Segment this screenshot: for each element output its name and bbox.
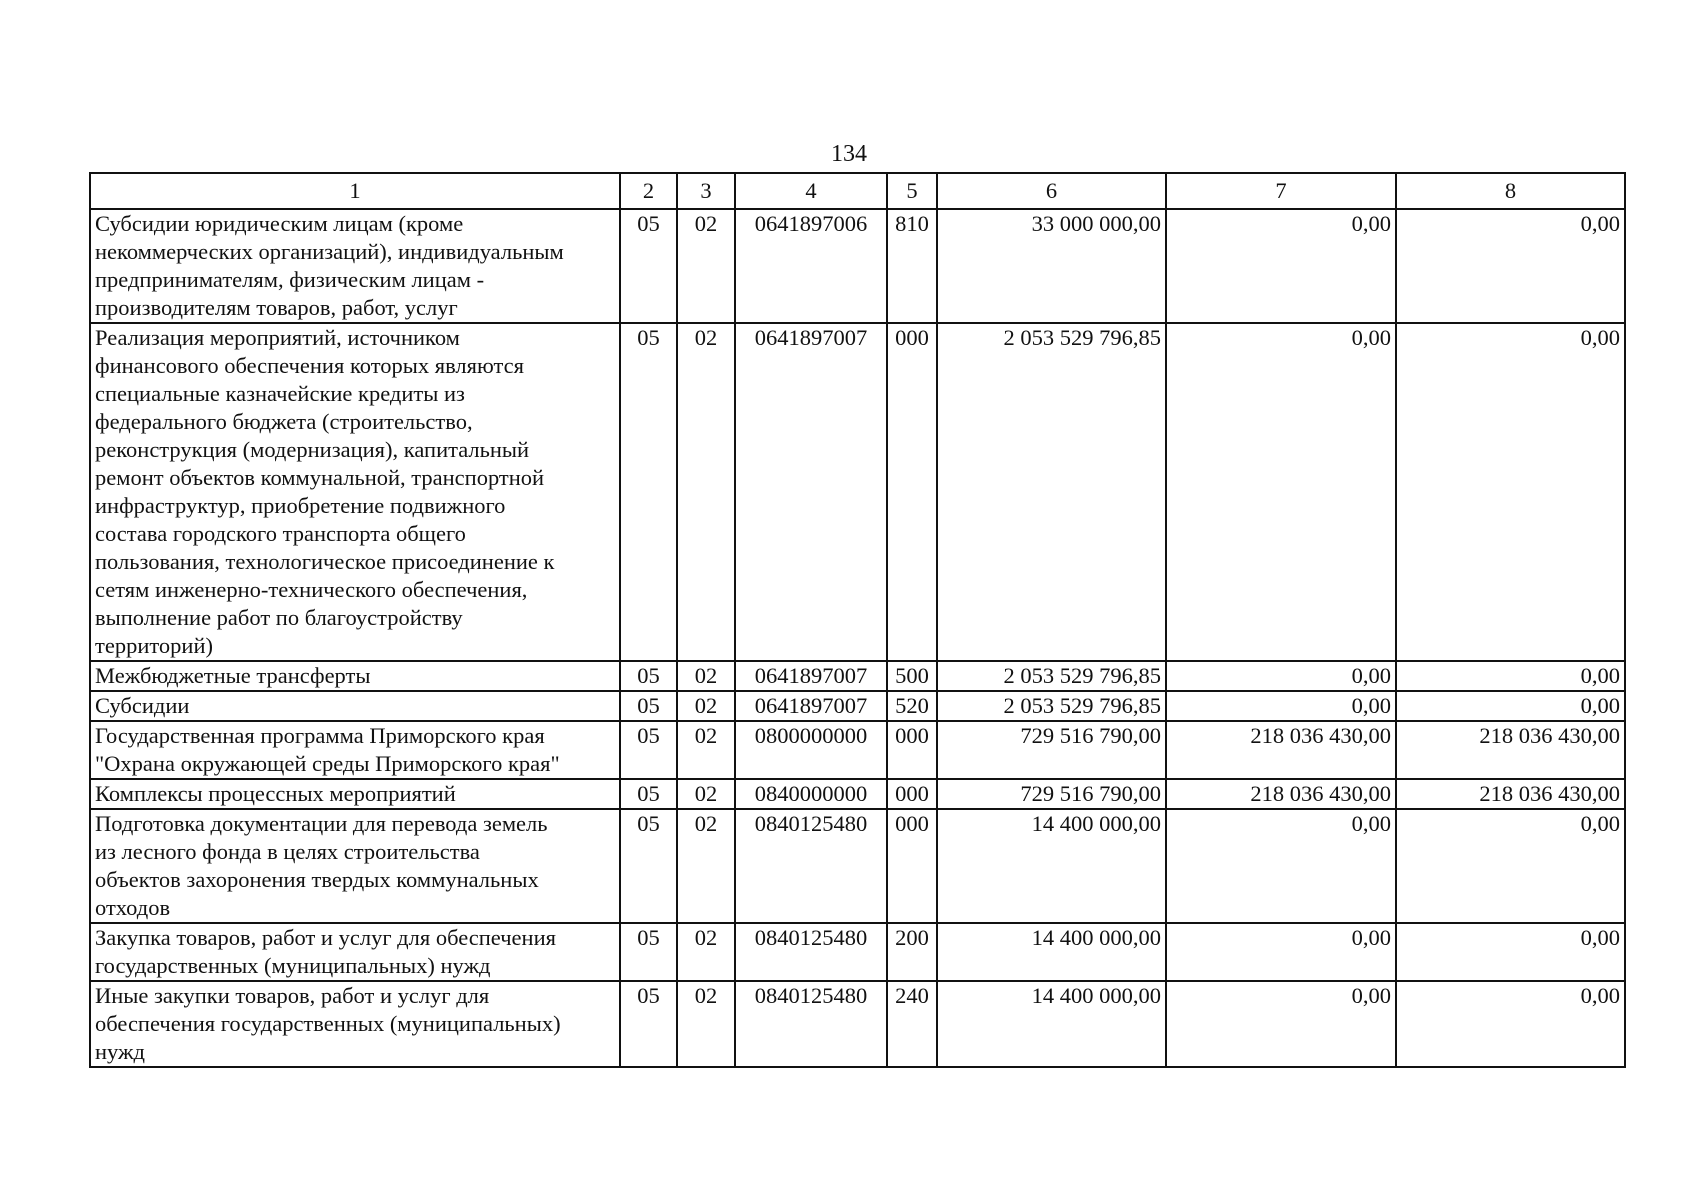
target-article-code: 0840125480 [735,981,887,1067]
amount-col-7: 0,00 [1166,923,1396,981]
amount-col-8: 218 036 430,00 [1396,779,1625,809]
column-header-7: 7 [1166,173,1396,209]
section-code: 05 [620,779,677,809]
amount-col-6: 14 400 000,00 [937,809,1166,923]
target-article-code: 0641897007 [735,661,887,691]
subsection-code: 02 [677,923,735,981]
section-code: 05 [620,923,677,981]
row-description: Реализация мероприятий, источником финансового обеспечения которых являются специальные казначейские кредиты из федерального бюджета (строительство, реконструкция (модернизация), капитальный ремонт объектов коммунальной, транспортной инфраструктур, приобретение подвижного состава городского транспорта общего пользования, технологическое присоединение к сетям инженерно-технического обеспечения, выполнение работ по благоустройству территорий) [90,323,620,661]
row-description: Субсидии [90,691,620,721]
amount-col-6: 14 400 000,00 [937,923,1166,981]
row-description: Иные закупки товаров, работ и услуг для обеспечения государственных (муниципальных) нужд [90,981,620,1067]
amount-col-8: 0,00 [1396,981,1625,1067]
expense-type-code: 240 [887,981,937,1067]
subsection-code: 02 [677,209,735,323]
budget-table [89,172,1626,1068]
section-code: 05 [620,661,677,691]
column-header-5: 5 [887,173,937,209]
row-description: Подготовка документации для перевода земель из лесного фонда в целях строительства объектов захоронения твердых коммунальных отходов [90,809,620,923]
amount-col-6: 2 053 529 796,85 [937,323,1166,661]
amount-col-7: 0,00 [1166,323,1396,661]
row-description: Субсидии юридическим лицам (кроме некоммерческих организаций), индивидуальным предпринимателям, физическим лицам - производителям товаров, работ, услуг [90,209,620,323]
section-code: 05 [620,691,677,721]
section-code: 05 [620,721,677,779]
target-article-code: 0840000000 [735,779,887,809]
target-article-code: 0840125480 [735,809,887,923]
subsection-code: 02 [677,809,735,923]
table-row [90,981,1625,1067]
subsection-code: 02 [677,323,735,661]
table-row [90,323,1625,661]
amount-col-7: 0,00 [1166,209,1396,323]
amount-col-6: 33 000 000,00 [937,209,1166,323]
section-code: 05 [620,209,677,323]
subsection-code: 02 [677,721,735,779]
column-number-header-row [90,173,1625,209]
section-code: 05 [620,323,677,661]
amount-col-8: 0,00 [1396,809,1625,923]
table-row [90,923,1625,981]
amount-col-6: 729 516 790,00 [937,779,1166,809]
amount-col-6: 2 053 529 796,85 [937,691,1166,721]
table-row [90,209,1625,323]
amount-col-7: 0,00 [1166,661,1396,691]
table-row [90,721,1625,779]
amount-col-8: 0,00 [1396,923,1625,981]
expense-type-code: 200 [887,923,937,981]
row-description: Государственная программа Приморского края "Охрана окружающей среды Приморского края" [90,721,620,779]
expense-type-code: 000 [887,809,937,923]
expense-type-code: 000 [887,721,937,779]
row-description: Комплексы процессных мероприятий [90,779,620,809]
row-description: Межбюджетные трансферты [90,661,620,691]
subsection-code: 02 [677,779,735,809]
column-header-4: 4 [735,173,887,209]
target-article-code: 0800000000 [735,721,887,779]
subsection-code: 02 [677,981,735,1067]
expense-type-code: 000 [887,779,937,809]
amount-col-8: 0,00 [1396,691,1625,721]
row-description: Закупка товаров, работ и услуг для обеспечения государственных (муниципальных) нужд [90,923,620,981]
target-article-code: 0840125480 [735,923,887,981]
column-header-6: 6 [937,173,1166,209]
expense-type-code: 810 [887,209,937,323]
subsection-code: 02 [677,691,735,721]
target-article-code: 0641897007 [735,323,887,661]
section-code: 05 [620,981,677,1067]
amount-col-7: 0,00 [1166,691,1396,721]
target-article-code: 0641897006 [735,209,887,323]
table-row [90,691,1625,721]
amount-col-8: 0,00 [1396,209,1625,323]
column-header-8: 8 [1396,173,1625,209]
expense-type-code: 520 [887,691,937,721]
column-header-1: 1 [90,173,620,209]
page-number: 134 [831,141,867,167]
subsection-code: 02 [677,661,735,691]
amount-col-6: 729 516 790,00 [937,721,1166,779]
amount-col-7: 218 036 430,00 [1166,721,1396,779]
amount-col-6: 14 400 000,00 [937,981,1166,1067]
column-header-2: 2 [620,173,677,209]
table-row [90,779,1625,809]
column-header-3: 3 [677,173,735,209]
amount-col-8: 0,00 [1396,661,1625,691]
amount-col-6: 2 053 529 796,85 [937,661,1166,691]
amount-col-7: 218 036 430,00 [1166,779,1396,809]
amount-col-8: 0,00 [1396,323,1625,661]
section-code: 05 [620,809,677,923]
expense-type-code: 000 [887,323,937,661]
expense-type-code: 500 [887,661,937,691]
amount-col-8: 218 036 430,00 [1396,721,1625,779]
table-row [90,661,1625,691]
amount-col-7: 0,00 [1166,981,1396,1067]
amount-col-7: 0,00 [1166,809,1396,923]
target-article-code: 0641897007 [735,691,887,721]
table-row [90,809,1625,923]
